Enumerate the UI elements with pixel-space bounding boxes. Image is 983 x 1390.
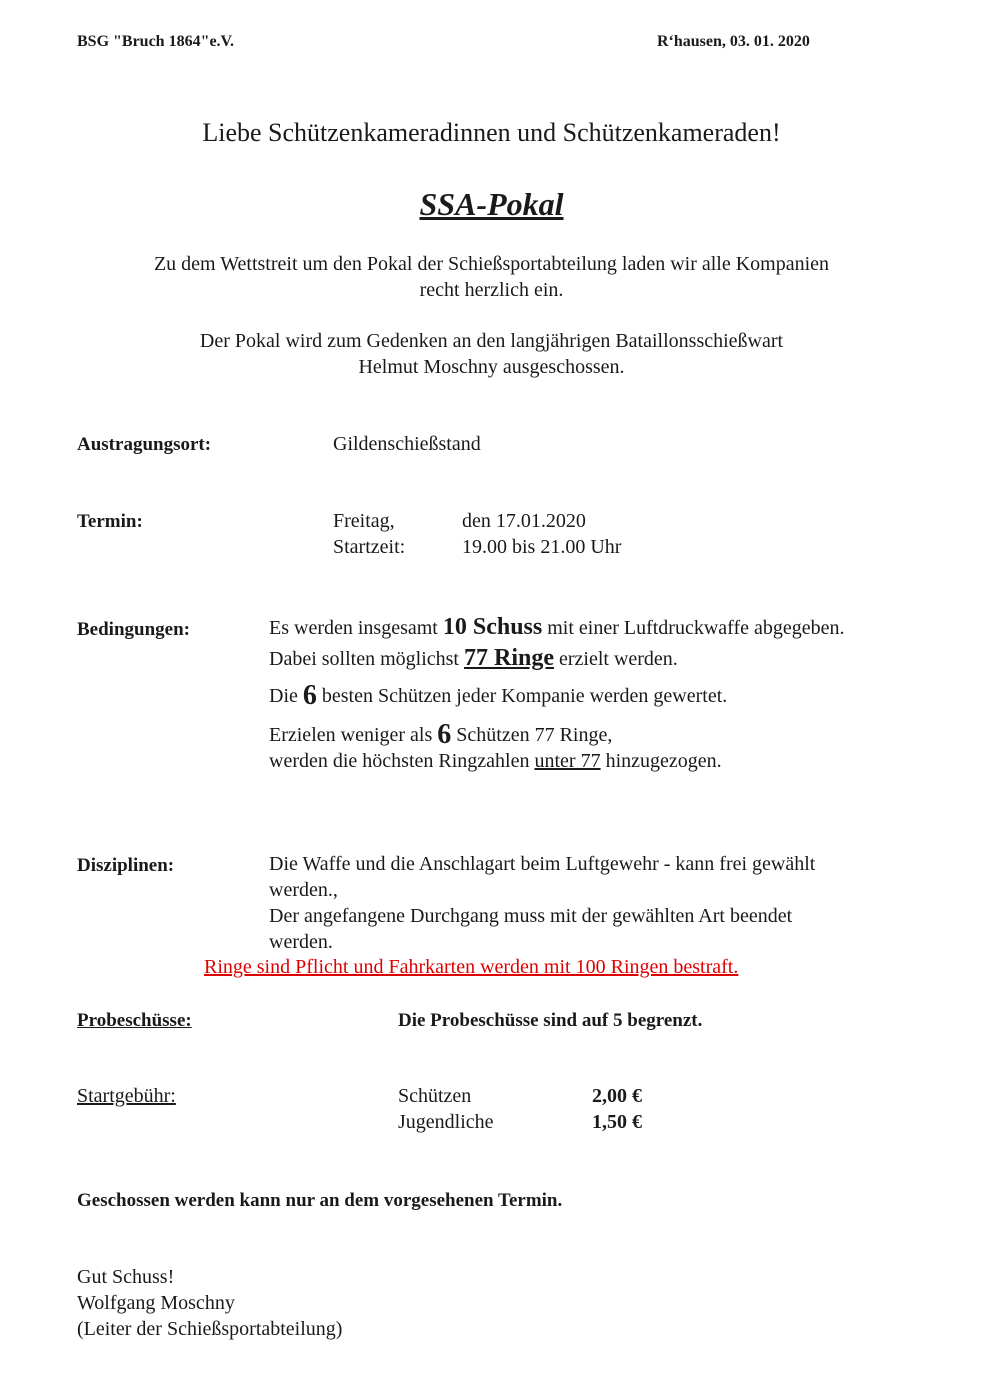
- closing-role: (Leiter der Schießsportabteilung): [77, 1318, 343, 1340]
- conditions-l3-a: Die: [269, 685, 303, 707]
- conditions-l1-c: mit einer Luftdruckwaffe abgegeben.: [542, 617, 845, 639]
- trial-label: Probeschüsse:: [77, 1010, 192, 1031]
- disciplines-label: Disziplinen:: [77, 855, 175, 876]
- intro-line-1: Zu dem Wettstreit um den Pokal der Schießsportabteilung laden wir alle Kompanien: [153, 253, 830, 275]
- date-label: Termin:: [77, 511, 143, 532]
- start-label: Startzeit:: [333, 536, 406, 558]
- disciplines-line-4: werden.: [269, 931, 333, 953]
- conditions-l2-c: erzielt werden.: [553, 648, 678, 670]
- conditions-label: Bedingungen:: [77, 619, 190, 640]
- conditions-line-4: [269, 719, 612, 751]
- intro-line-4: Helmut Moschny ausgeschossen.: [358, 356, 625, 378]
- conditions-l1-a: Es werden insgesamt: [269, 617, 443, 639]
- disciplines-line-2: werden.,: [269, 879, 338, 901]
- conditions-l5-a: werden die höchsten Ringzahlen: [269, 750, 535, 772]
- day-label: Freitag,: [333, 510, 395, 532]
- disciplines-line-1: Die Waffe und die Anschlagart beim Luftgewehr - kann frei gewählt: [269, 853, 816, 875]
- fee-row-1-who: Schützen: [398, 1085, 472, 1107]
- disciplines-line-3: Der angefangene Durchgang muss mit der gewählten Art beendet: [269, 905, 793, 927]
- conditions-line-1: [269, 614, 845, 641]
- conditions-l5-b: unter 77: [534, 750, 601, 772]
- start-value: 19.00 bis 21.00 Uhr: [462, 536, 622, 558]
- fee-row-2-who: Jugendliche: [398, 1111, 494, 1133]
- conditions-l4-c: Schützen 77 Ringe,: [451, 724, 613, 746]
- conditions-line-2: [269, 645, 678, 672]
- document-title: SSA-Pokal: [419, 186, 564, 222]
- trial-value: Die Probeschüsse sind auf 5 begrenzt.: [398, 1010, 703, 1031]
- intro-line-3: Der Pokal wird zum Gedenken an den langjährigen Bataillonsschießwart: [199, 330, 784, 352]
- place-date: R‘hausen, 03. 01. 2020: [657, 33, 810, 50]
- conditions-l2-a: Dabei sollten möglichst: [269, 648, 464, 670]
- intro-line-2: recht herzlich ein.: [419, 279, 564, 301]
- conditions-l1-b: 10 Schuss: [442, 614, 543, 640]
- conditions-l3-b: 6: [302, 680, 317, 711]
- venue-label: Austragungsort:: [77, 434, 212, 455]
- conditions-l4-b: 6: [437, 719, 452, 750]
- conditions-l5-c: hinzugezogen.: [600, 750, 722, 772]
- disciplines-warning: Ringe sind Pflicht und Fahrkarten werden mit 100 Ringen bestraft.: [204, 956, 739, 978]
- venue-value: Gildenschießstand: [333, 433, 481, 455]
- fee-label: Startgebühr:: [77, 1085, 176, 1107]
- conditions-line-5: [269, 750, 722, 773]
- conditions-l3-c: besten Schützen jeder Kompanie werden gewertet.: [316, 685, 728, 707]
- day-value: den 17.01.2020: [462, 510, 586, 532]
- conditions-l4-a: Erzielen weniger als: [269, 724, 438, 746]
- conditions-l2-b: 77 Ringe: [463, 645, 554, 671]
- fee-row-1-amount: 2,00 €: [592, 1085, 642, 1107]
- greeting: Liebe Schützenkameradinnen und Schützenkameraden!: [202, 118, 781, 147]
- closing-signature: Wolfgang Moschny: [77, 1292, 235, 1314]
- closing-line-1: Gut Schuss!: [77, 1266, 175, 1288]
- date-note: Geschossen werden kann nur an dem vorgesehenen Termin.: [77, 1190, 563, 1211]
- conditions-line-3: [269, 680, 727, 712]
- fee-row-2-amount: 1,50 €: [592, 1111, 642, 1133]
- club-name: BSG "Bruch 1864"e.V.: [77, 33, 235, 50]
